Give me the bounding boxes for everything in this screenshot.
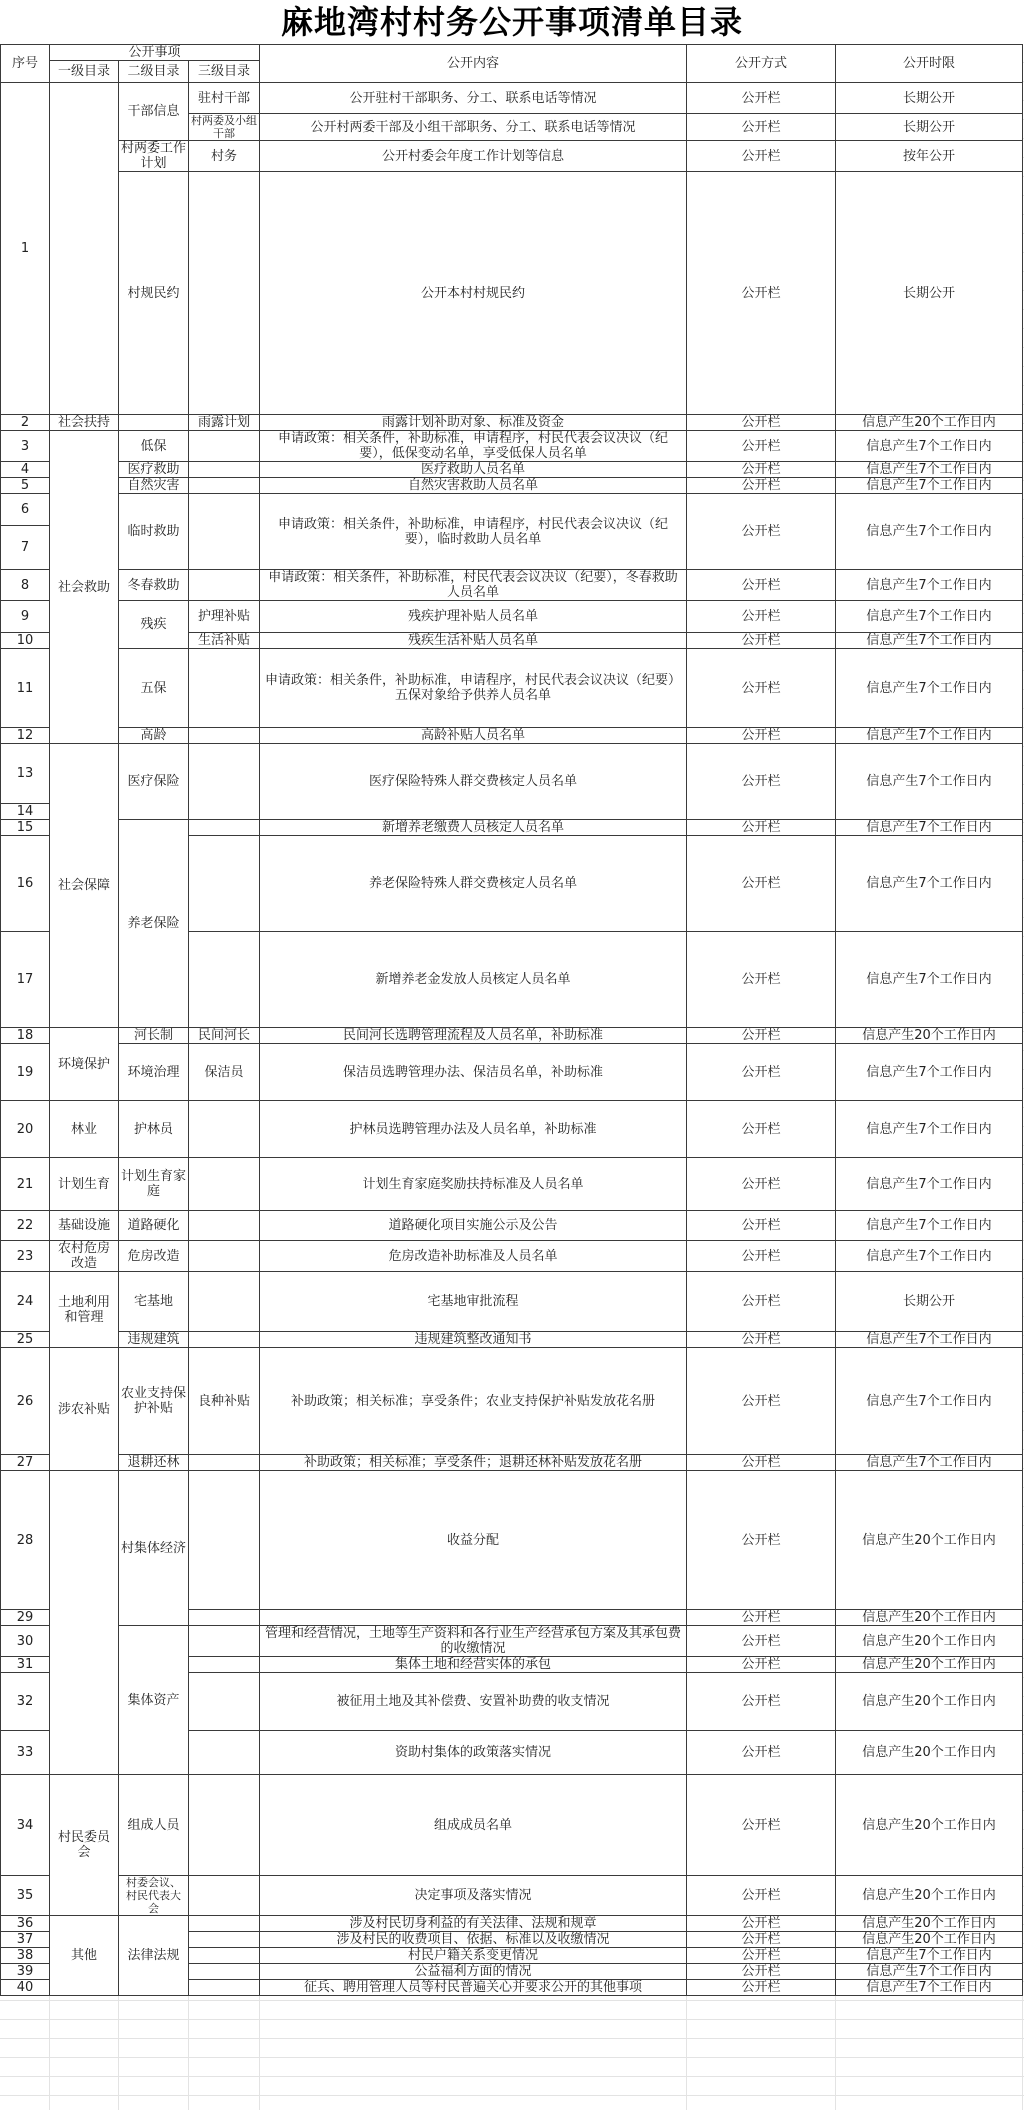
cell-level3 <box>189 1916 260 1932</box>
cell-content: 新增养老金发放人员核定人员名单 <box>260 932 687 1028</box>
cell-content: 公开驻村干部职务、分工、联系电话等情况 <box>260 83 687 114</box>
cell-level1: 环境保护 <box>50 1028 119 1101</box>
cell-level3 <box>189 570 260 601</box>
cell-period: 长期公开 <box>836 83 1023 114</box>
table-row <box>1 601 1023 633</box>
cell-level2: 护林员 <box>119 1101 189 1158</box>
cell-method: 公开栏 <box>687 462 836 478</box>
table-row <box>1 1626 1023 1657</box>
cell-level2: 残疾 <box>119 601 189 649</box>
cell-period: 信息产生7个工作日内 <box>836 1964 1023 1980</box>
cell-seq: 24 <box>1 1272 50 1332</box>
cell-level2: 村集体经济 <box>119 1471 189 1626</box>
table-row <box>1 1158 1023 1211</box>
cell-level3 <box>189 1948 260 1964</box>
cell-content: 公开村委会年度工作计划等信息 <box>260 141 687 172</box>
cell-period: 信息产生20个工作日内 <box>836 1610 1023 1626</box>
table-row <box>1 1211 1023 1241</box>
table-row <box>1 1775 1023 1876</box>
cell-content: 新增养老缴费人员核定人员名单 <box>260 820 687 836</box>
cell-seq: 31 <box>1 1657 50 1673</box>
cell-level3 <box>189 1731 260 1775</box>
cell-level2: 临时救助 <box>119 494 189 570</box>
cell-content: 申请政策：相关条件，补助标准，申请程序，村民代表会议决议（纪要），临时救助人员名单 <box>260 494 687 570</box>
cell-method: 公开栏 <box>687 744 836 820</box>
cell-level3 <box>189 1211 260 1241</box>
cell-method: 公开栏 <box>687 1241 836 1272</box>
cell-period: 信息产生20个工作日内 <box>836 1932 1023 1948</box>
cell-level2: 自然灾害 <box>119 478 189 494</box>
cell-level1 <box>50 83 119 415</box>
cell-level3: 民间河长 <box>189 1028 260 1044</box>
cell-seq: 39 <box>1 1964 50 1980</box>
cell-seq: 11 <box>1 649 50 728</box>
cell-content: 征兵、聘用管理人员等村民普遍关心并要求公开的其他事项 <box>260 1980 687 1996</box>
table-row <box>1 83 1023 114</box>
table-row <box>1 728 1023 744</box>
table-row <box>1 1332 1023 1348</box>
cell-level1: 社会保障 <box>50 744 119 1028</box>
table-row <box>1 649 1023 728</box>
cell-content: 涉及村民的收费项目、依据、标准以及收缴情况 <box>260 1932 687 1948</box>
cell-period: 信息产生7个工作日内 <box>836 728 1023 744</box>
cell-content: 申请政策：相关条件，补助标准，村民代表会议决议（纪要），冬春救助人员名单 <box>260 570 687 601</box>
cell-level2: 干部信息 <box>119 83 189 141</box>
cell-content: 残疾护理补贴人员名单 <box>260 601 687 633</box>
header-level3: 三级目录 <box>189 61 260 83</box>
cell-level3 <box>189 172 260 415</box>
cell-level3 <box>189 478 260 494</box>
cell-period: 信息产生7个工作日内 <box>836 431 1023 462</box>
table-row <box>1 1916 1023 1932</box>
cell-level3 <box>189 494 260 570</box>
header-method: 公开方式 <box>687 45 836 83</box>
cell-method: 公开栏 <box>687 1610 836 1626</box>
cell-content: 被征用土地及其补偿费、安置补助费的收支情况 <box>260 1673 687 1731</box>
cell-seq: 4 <box>1 462 50 478</box>
cell-method: 公开栏 <box>687 820 836 836</box>
cell-level2: 退耕还林 <box>119 1455 189 1471</box>
cell-content: 村民户籍关系变更情况 <box>260 1948 687 1964</box>
disclosure-table <box>0 44 1023 1996</box>
cell-level3 <box>189 431 260 462</box>
table-row <box>1 1272 1023 1332</box>
cell-level3 <box>189 932 260 1028</box>
cell-level2: 农业支持保护补贴 <box>119 1348 189 1455</box>
cell-level2: 违规建筑 <box>119 1332 189 1348</box>
cell-method: 公开栏 <box>687 649 836 728</box>
cell-seq: 37 <box>1 1932 50 1948</box>
cell-content: 补助政策；相关标准；享受条件；农业支持保护补贴发放花名册 <box>260 1348 687 1455</box>
cell-content: 保洁员选聘管理办法、保洁员名单，补助标准 <box>260 1044 687 1101</box>
cell-level3: 村两委及小组干部 <box>189 114 260 141</box>
cell-method: 公开栏 <box>687 1211 836 1241</box>
cell-period: 信息产生7个工作日内 <box>836 462 1023 478</box>
cell-level2: 医疗保险 <box>119 744 189 820</box>
cell-level2: 高龄 <box>119 728 189 744</box>
cell-level1: 林业 <box>50 1101 119 1158</box>
cell-seq: 25 <box>1 1332 50 1348</box>
cell-level3 <box>189 1775 260 1876</box>
cell-method: 公开栏 <box>687 1916 836 1932</box>
cell-seq: 9 <box>1 601 50 633</box>
cell-period: 信息产生7个工作日内 <box>836 1948 1023 1964</box>
table-row <box>1 415 1023 431</box>
cell-period: 信息产生7个工作日内 <box>836 601 1023 633</box>
cell-content: 养老保险特殊人群交费核定人员名单 <box>260 836 687 932</box>
cell-seq: 22 <box>1 1211 50 1241</box>
cell-method: 公开栏 <box>687 1455 836 1471</box>
table-row <box>1 1241 1023 1272</box>
cell-content: 管理和经营情况，土地等生产资料和各行业生产经营承包方案及其承包费的收缴情况 <box>260 1626 687 1657</box>
cell-level3 <box>189 1332 260 1348</box>
cell-seq: 3 <box>1 431 50 462</box>
cell-period: 信息产生20个工作日内 <box>836 1673 1023 1731</box>
cell-method: 公开栏 <box>687 1044 836 1101</box>
cell-method: 公开栏 <box>687 494 836 570</box>
cell-seq: 32 <box>1 1673 50 1731</box>
cell-period: 信息产生7个工作日内 <box>836 1158 1023 1211</box>
table-row <box>1 478 1023 494</box>
cell-level3: 良种补贴 <box>189 1348 260 1455</box>
cell-level3 <box>189 1980 260 1996</box>
cell-level2: 危房改造 <box>119 1241 189 1272</box>
cell-period: 长期公开 <box>836 1272 1023 1332</box>
cell-level1: 基础设施 <box>50 1211 119 1241</box>
cell-period: 信息产生7个工作日内 <box>836 649 1023 728</box>
cell-level3 <box>189 1241 260 1272</box>
cell-content: 违规建筑整改通知书 <box>260 1332 687 1348</box>
cell-method: 公开栏 <box>687 172 836 415</box>
cell-method: 公开栏 <box>687 1101 836 1158</box>
cell-level3: 护理补贴 <box>189 601 260 633</box>
table-row <box>1 462 1023 478</box>
header-level2: 二级目录 <box>119 61 189 83</box>
cell-level3 <box>189 820 260 836</box>
cell-period: 信息产生7个工作日内 <box>836 1455 1023 1471</box>
cell-period: 信息产生7个工作日内 <box>836 1044 1023 1101</box>
cell-method: 公开栏 <box>687 1158 836 1211</box>
cell-content: 民间河长选聘管理流程及人员名单，补助标准 <box>260 1028 687 1044</box>
cell-period: 长期公开 <box>836 114 1023 141</box>
cell-seq: 20 <box>1 1101 50 1158</box>
cell-content: 计划生育家庭奖励扶持标准及人员名单 <box>260 1158 687 1211</box>
cell-method: 公开栏 <box>687 1272 836 1332</box>
cell-method: 公开栏 <box>687 1348 836 1455</box>
cell-period: 按年公开 <box>836 141 1023 172</box>
cell-method: 公开栏 <box>687 83 836 114</box>
cell-level2: 医疗救助 <box>119 462 189 478</box>
cell-level3 <box>189 1673 260 1731</box>
cell-period: 信息产生7个工作日内 <box>836 1211 1023 1241</box>
cell-content: 申请政策：相关条件，补助标准，申请程序，村民代表会议决议（纪要），低保变动名单，享受低保人员名单 <box>260 431 687 462</box>
cell-content: 危房改造补助标准及人员名单 <box>260 1241 687 1272</box>
cell-level2: 低保 <box>119 431 189 462</box>
cell-level3 <box>189 728 260 744</box>
cell-level1: 土地利用和管理 <box>50 1272 119 1348</box>
cell-level2: 组成人员 <box>119 1775 189 1876</box>
cell-period: 信息产生7个工作日内 <box>836 836 1023 932</box>
cell-method: 公开栏 <box>687 1657 836 1673</box>
cell-level2: 道路硬化 <box>119 1211 189 1241</box>
cell-method: 公开栏 <box>687 1932 836 1948</box>
cell-seq: 2 <box>1 415 50 431</box>
cell-level3 <box>189 744 260 820</box>
cell-content: 申请政策：相关条件，补助标准，申请程序，村民代表会议决议（纪要）五保对象给予供养人员名单 <box>260 649 687 728</box>
cell-content: 涉及村民切身利益的有关法律、法规和规章 <box>260 1916 687 1932</box>
cell-seq: 16 <box>1 836 50 932</box>
cell-seq: 1 <box>1 83 50 415</box>
cell-seq: 18 <box>1 1028 50 1044</box>
cell-content: 决定事项及落实情况 <box>260 1876 687 1916</box>
cell-method: 公开栏 <box>687 728 836 744</box>
cell-seq: 13 <box>1 744 50 804</box>
cell-content: 医疗保险特殊人群交费核定人员名单 <box>260 744 687 820</box>
cell-seq: 14 <box>1 804 50 820</box>
table-row <box>1 494 1023 526</box>
cell-level2 <box>119 415 189 431</box>
cell-period: 信息产生7个工作日内 <box>836 494 1023 570</box>
cell-seq: 27 <box>1 1455 50 1471</box>
cell-seq: 7 <box>1 526 50 570</box>
cell-period: 信息产生7个工作日内 <box>836 570 1023 601</box>
cell-method: 公开栏 <box>687 601 836 633</box>
cell-seq: 35 <box>1 1876 50 1916</box>
table-row <box>1 172 1023 415</box>
cell-content: 补助政策；相关标准；享受条件；退耕还林补贴发放花名册 <box>260 1455 687 1471</box>
cell-method: 公开栏 <box>687 431 836 462</box>
cell-content: 护林员选聘管理办法及人员名单，补助标准 <box>260 1101 687 1158</box>
cell-level3 <box>189 1471 260 1610</box>
cell-level2: 五保 <box>119 649 189 728</box>
cell-level2: 冬春救助 <box>119 570 189 601</box>
cell-seq: 6 <box>1 494 50 526</box>
cell-period: 信息产生20个工作日内 <box>836 1657 1023 1673</box>
cell-period: 信息产生7个工作日内 <box>836 820 1023 836</box>
cell-period: 信息产生7个工作日内 <box>836 1101 1023 1158</box>
cell-period: 信息产生20个工作日内 <box>836 1626 1023 1657</box>
cell-method: 公开栏 <box>687 836 836 932</box>
cell-method: 公开栏 <box>687 633 836 649</box>
cell-level1: 涉农补贴 <box>50 1348 119 1471</box>
cell-seq: 40 <box>1 1980 50 1996</box>
cell-content: 道路硬化项目实施公示及公告 <box>260 1211 687 1241</box>
cell-period: 信息产生7个工作日内 <box>836 744 1023 820</box>
cell-method: 公开栏 <box>687 1876 836 1916</box>
cell-level3 <box>189 1610 260 1626</box>
cell-period: 长期公开 <box>836 172 1023 415</box>
cell-period: 信息产生20个工作日内 <box>836 1775 1023 1876</box>
cell-content: 集体土地和经营实体的承包 <box>260 1657 687 1673</box>
cell-seq: 5 <box>1 478 50 494</box>
header-seq: 序号 <box>1 45 50 83</box>
cell-period: 信息产生7个工作日内 <box>836 633 1023 649</box>
cell-content: 收益分配 <box>260 1471 687 1610</box>
cell-seq: 36 <box>1 1916 50 1932</box>
cell-level3 <box>189 1932 260 1948</box>
cell-content: 资助村集体的政策落实情况 <box>260 1731 687 1775</box>
cell-level2: 村委会议、村民代表大会 <box>119 1876 189 1916</box>
cell-content: 公开村两委干部及小组干部职务、分工、联系电话等情况 <box>260 114 687 141</box>
header-period: 公开时限 <box>836 45 1023 83</box>
cell-method: 公开栏 <box>687 1980 836 1996</box>
cell-level2: 法律法规 <box>119 1916 189 1996</box>
cell-method: 公开栏 <box>687 1471 836 1610</box>
cell-seq: 10 <box>1 633 50 649</box>
cell-level3 <box>189 1964 260 1980</box>
cell-seq: 26 <box>1 1348 50 1455</box>
cell-level3 <box>189 649 260 728</box>
cell-level3 <box>189 1455 260 1471</box>
cell-content: 残疾生活补贴人员名单 <box>260 633 687 649</box>
cell-seq: 8 <box>1 570 50 601</box>
cell-level1: 农村危房改造 <box>50 1241 119 1272</box>
cell-period: 信息产生7个工作日内 <box>836 478 1023 494</box>
cell-method: 公开栏 <box>687 114 836 141</box>
cell-level3 <box>189 1272 260 1332</box>
cell-level2: 宅基地 <box>119 1272 189 1332</box>
cell-method: 公开栏 <box>687 1731 836 1775</box>
header-items: 公开事项 <box>50 45 260 61</box>
cell-seq: 12 <box>1 728 50 744</box>
cell-period: 信息产生20个工作日内 <box>836 1916 1023 1932</box>
cell-seq: 33 <box>1 1731 50 1775</box>
cell-period: 信息产生7个工作日内 <box>836 1980 1023 1996</box>
cell-level3 <box>189 1626 260 1657</box>
cell-level3: 村务 <box>189 141 260 172</box>
cell-content <box>260 1610 687 1626</box>
cell-level2: 环境治理 <box>119 1044 189 1101</box>
table-row <box>1 1028 1023 1044</box>
cell-level3 <box>189 1158 260 1211</box>
table-row <box>1 820 1023 836</box>
table-row <box>1 1471 1023 1610</box>
cell-level1: 其他 <box>50 1916 119 1996</box>
cell-level1: 村民委员会 <box>50 1775 119 1916</box>
cell-method: 公开栏 <box>687 478 836 494</box>
cell-period: 信息产生20个工作日内 <box>836 1028 1023 1044</box>
cell-level1 <box>50 1471 119 1775</box>
table-row <box>1 1455 1023 1471</box>
cell-level2: 计划生育家庭 <box>119 1158 189 1211</box>
cell-content: 医疗救助人员名单 <box>260 462 687 478</box>
cell-seq: 30 <box>1 1626 50 1657</box>
cell-method: 公开栏 <box>687 570 836 601</box>
cell-method: 公开栏 <box>687 1332 836 1348</box>
cell-content: 自然灾害救助人员名单 <box>260 478 687 494</box>
cell-period: 信息产生20个工作日内 <box>836 415 1023 431</box>
table-row <box>1 570 1023 601</box>
cell-seq: 34 <box>1 1775 50 1876</box>
header-level1: 一级目录 <box>50 61 119 83</box>
table-row <box>1 1876 1023 1916</box>
cell-content: 公开本村村规民约 <box>260 172 687 415</box>
cell-seq: 23 <box>1 1241 50 1272</box>
page-title: 麻地湾村村务公开事项清单目录 <box>280 3 743 41</box>
table-row <box>1 431 1023 462</box>
cell-seq: 38 <box>1 1948 50 1964</box>
cell-level3: 雨露计划 <box>189 415 260 431</box>
cell-period: 信息产生7个工作日内 <box>836 1241 1023 1272</box>
cell-level3 <box>189 1101 260 1158</box>
cell-seq: 28 <box>1 1471 50 1610</box>
cell-level3 <box>189 836 260 932</box>
cell-level3 <box>189 1876 260 1916</box>
cell-method: 公开栏 <box>687 1673 836 1731</box>
cell-seq: 21 <box>1 1158 50 1211</box>
cell-seq: 17 <box>1 932 50 1028</box>
cell-content: 公益福利方面的情况 <box>260 1964 687 1980</box>
cell-level3: 生活补贴 <box>189 633 260 649</box>
cell-content: 高龄补贴人员名单 <box>260 728 687 744</box>
cell-period: 信息产生7个工作日内 <box>836 1332 1023 1348</box>
cell-period: 信息产生20个工作日内 <box>836 1471 1023 1610</box>
table-row <box>1 744 1023 804</box>
cell-method: 公开栏 <box>687 415 836 431</box>
cell-method: 公开栏 <box>687 1626 836 1657</box>
cell-seq: 19 <box>1 1044 50 1101</box>
cell-method: 公开栏 <box>687 1028 836 1044</box>
cell-period: 信息产生7个工作日内 <box>836 932 1023 1028</box>
cell-level3 <box>189 462 260 478</box>
cell-period: 信息产生20个工作日内 <box>836 1731 1023 1775</box>
cell-level2: 河长制 <box>119 1028 189 1044</box>
table-row <box>1 141 1023 172</box>
cell-method: 公开栏 <box>687 141 836 172</box>
cell-method: 公开栏 <box>687 1964 836 1980</box>
cell-method: 公开栏 <box>687 1948 836 1964</box>
header-content: 公开内容 <box>260 45 687 83</box>
cell-level3 <box>189 1657 260 1673</box>
cell-period: 信息产生7个工作日内 <box>836 1348 1023 1455</box>
cell-level2: 村两委工作计划 <box>119 141 189 172</box>
cell-seq: 15 <box>1 820 50 836</box>
table-row <box>1 1101 1023 1158</box>
cell-content: 组成成员名单 <box>260 1775 687 1876</box>
cell-level2: 养老保险 <box>119 820 189 1028</box>
cell-level3: 驻村干部 <box>189 83 260 114</box>
table-row <box>1 1348 1023 1455</box>
cell-method: 公开栏 <box>687 932 836 1028</box>
cell-content: 雨露计划补助对象、标准及资金 <box>260 415 687 431</box>
cell-level3: 保洁员 <box>189 1044 260 1101</box>
cell-level2: 村规民约 <box>119 172 189 415</box>
cell-level1: 计划生育 <box>50 1158 119 1211</box>
cell-level1: 社会救助 <box>50 431 119 744</box>
cell-seq: 29 <box>1 1610 50 1626</box>
cell-period: 信息产生20个工作日内 <box>836 1876 1023 1916</box>
cell-level2: 集体资产 <box>119 1626 189 1775</box>
cell-level1: 社会扶持 <box>50 415 119 431</box>
cell-content: 宅基地审批流程 <box>260 1272 687 1332</box>
cell-method: 公开栏 <box>687 1775 836 1876</box>
table-row <box>1 1044 1023 1101</box>
